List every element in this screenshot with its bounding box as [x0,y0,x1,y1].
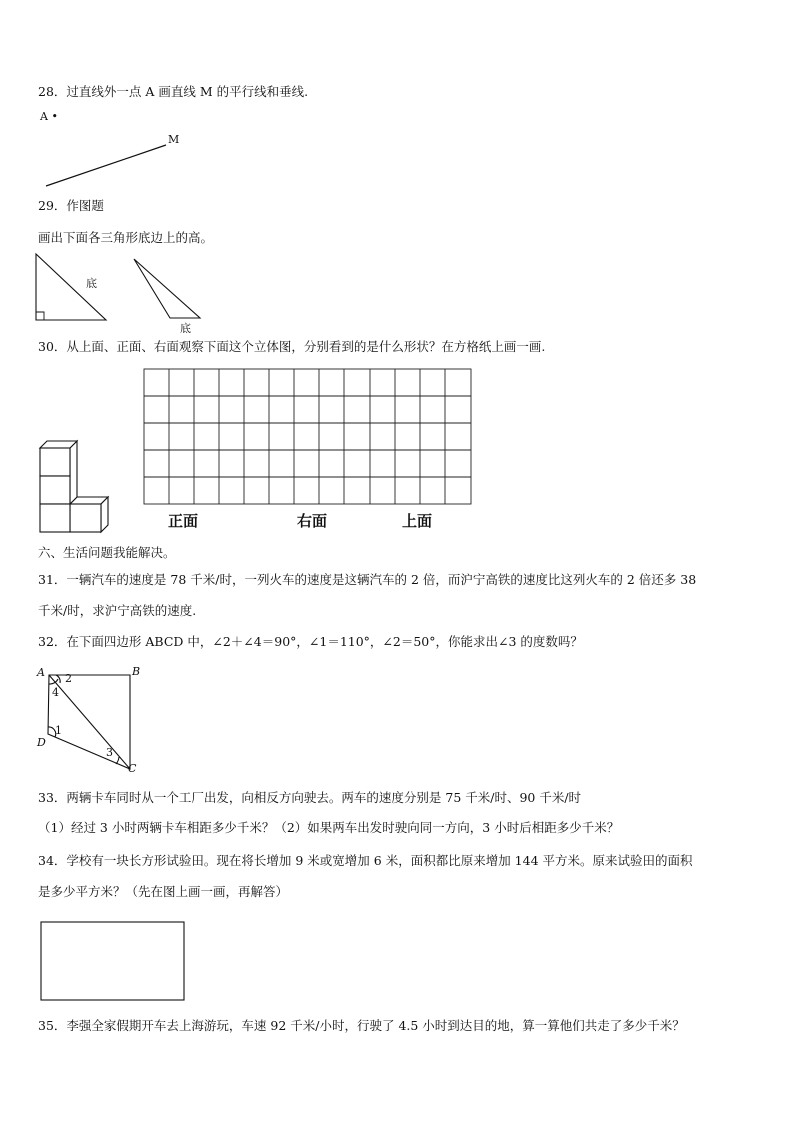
q31-line1: 31．一辆汽车的速度是 78 千米/时，一列火车的速度是这辆汽车的 2 倍，而沪宁高铁的速度比这列火车的 2 倍还多 38 [38,572,697,587]
view-label-right: 右面 [297,512,328,530]
vertex-a: A [37,666,45,679]
q29-instruction: 画出下面各三角形底边上的高。 [38,230,214,245]
point-a-label: A • [40,110,58,123]
grid-paper [144,369,471,504]
q28-text: 28．过直线外一点 A 画直线 M 的平行线和垂线. [38,84,309,99]
field-rectangle [41,922,184,1000]
cube-stack [40,441,108,532]
angle-1-label: 1 [55,724,62,737]
section-heading: 六、生活问题我能解决。 [38,545,176,560]
triangle-right [36,254,106,320]
q32-text: 32．在下面四边形 ABCD 中，∠2＋∠4＝90°，∠1＝110°，∠2＝50°，你能求出∠3 的度数吗？ [38,634,583,649]
view-label-top: 上面 [402,512,433,530]
q34-line2: 是多少平方米？（先在图上画一画，再解答） [38,884,289,899]
vertex-d: D [37,736,46,749]
q29-title: 29．作图题 [38,198,104,213]
line-m-label: M [168,133,180,146]
angle-4-label: 4 [52,686,59,699]
triangle-obtuse [134,259,200,318]
q31-line2: 千米/时，求沪宁高铁的速度. [38,603,197,618]
line-m [46,145,166,186]
view-label-front: 正面 [168,512,199,530]
vertex-c: C [128,762,137,775]
angle-2-label: 2 [65,672,72,685]
vertex-b: B [132,665,141,678]
triangle2-base-label: 底 [180,322,191,335]
q30-text: 30．从上面、正面、右面观察下面这个立体图，分别看到的是什么形状？在方格纸上画一画. [38,339,546,354]
q35-text: 35．李强全家假期开车去上海游玩，车速 92 千米/小时，行驶了 4.5 小时到达目的地，算一算他们共走了多少千米？ [38,1018,685,1033]
angle-3-label: 3 [106,746,113,759]
q34-line1: 34．学校有一块长方形试验田。现在将长增加 9 米或宽增加 6 米，面积都比原来增加 144 平方米。原来试验田的面积 [38,853,693,868]
triangle1-base-label: 底 [86,277,97,290]
quadrilateral-abcd [48,675,130,769]
q33-line1: 33．两辆卡车同时从一个工厂出发，向相反方向驶去。两车的速度分别是 75 千米/时、90 千米/时 [38,790,582,805]
q33-line2: （1）经过 3 小时两辆卡车相距多少千米？（2）如果两车出发时驶向同一方向，3 小时后相距多少千米？ [38,820,620,835]
